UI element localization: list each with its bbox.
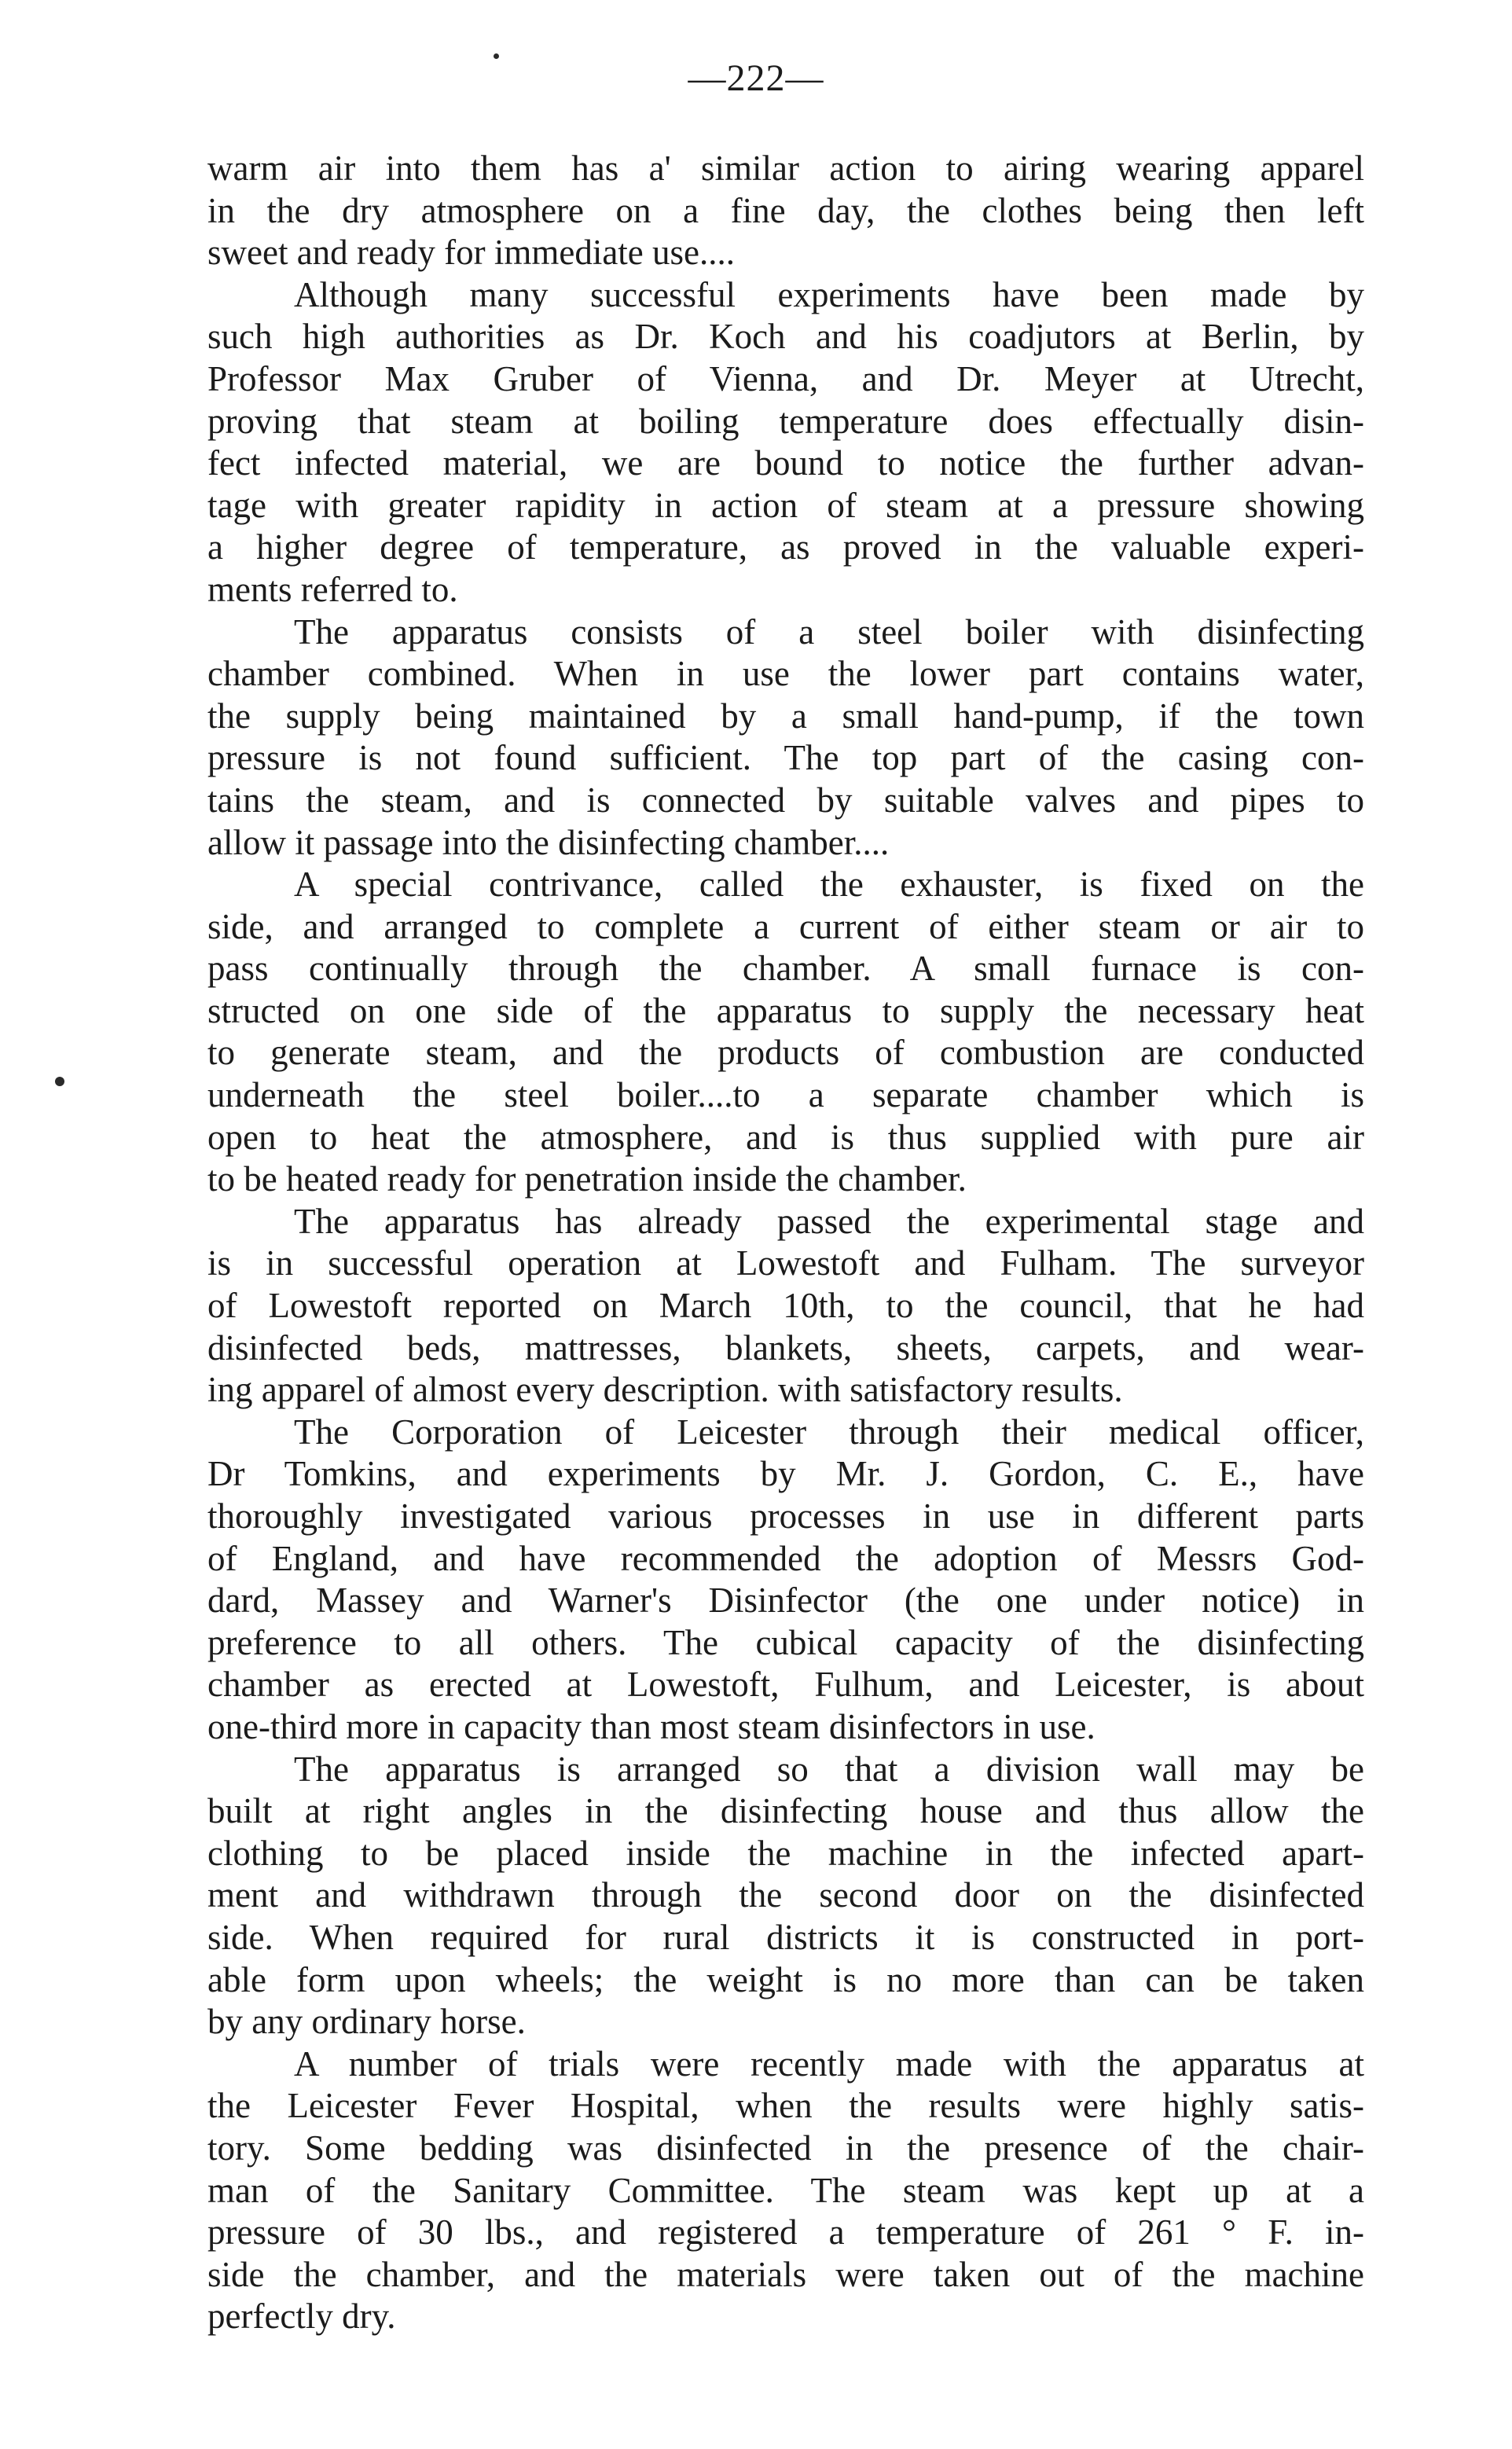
paragraph-first-line: A number of trials were recently made with the apparatus at (294, 2043, 1364, 2084)
paragraph-first-line: The apparatus has already passed the experimental stage and (294, 1201, 1364, 1241)
text-line: fect infected material, we are bound to notice the further advan- (207, 443, 1364, 483)
text-line: clothing to be placed inside the machine in the infected apart- (207, 1833, 1364, 1873)
ink-speck (55, 1077, 64, 1086)
text-line: pressure is not found sufficient. The top part of the casing con- (207, 738, 1364, 778)
text-line: tage with greater rapidity in action of steam at a pressure showing (207, 485, 1364, 525)
paragraph-first-line: The Corporation of Leicester through their medical officer, (294, 1412, 1364, 1452)
text-line: perfectly dry. (207, 2297, 396, 2337)
text-line: Professor Max Gruber of Vienna, and Dr. Meyer at Utrecht, (207, 358, 1364, 398)
text-line: sweet and ready for immediate use.... (207, 233, 736, 273)
text-line: warm air into them has a' similar action to airing wearing apparel (207, 149, 1364, 188)
text-line: to be heated ready for penetration inside the chamber. (207, 1159, 967, 1199)
text-line: disinfected beds, mattresses, blankets, sheets, carpets, and wear- (207, 1327, 1364, 1368)
text-line: the supply being maintained by a small hand-pump, if the town (207, 696, 1364, 736)
text-line: thoroughly investigated various processes in use in different parts (207, 1496, 1364, 1536)
text-line: proving that steam at boiling temperature does effectually disin- (207, 401, 1364, 441)
text-line: able form upon wheels; the weight is no more than can be taken (207, 1959, 1364, 1999)
text-line: pressure of 30 lbs., and registered a temperature of 261 ° F. in- (207, 2212, 1364, 2253)
body-text (207, 148, 1364, 2338)
text-line: is in successful operation at Lowestoft and Fulham. The surveyor (207, 1243, 1364, 1283)
text-line: ing apparel of almost every description. with satisfactory results. (207, 1370, 1123, 1410)
text-line: dard, Massey and Warner's Disinfector (the one under notice) in (207, 1581, 1364, 1621)
text-line: a higher degree of temperature, as proved in the valuable experi- (207, 527, 1364, 567)
text-line: preference to all others. The cubical capacity of the disinfecting (207, 1622, 1364, 1662)
text-line: side. When required for rural districts it is constructed in port- (207, 1917, 1364, 1957)
text-line: structed on one side of the apparatus to supply the necessary heat (207, 990, 1364, 1030)
paragraph-first-line: A special contrivance, called the exhauster, is fixed on the (294, 865, 1364, 905)
text-line: ments referred to. (207, 569, 458, 609)
text-line: one-third more in capacity than most steam disinfectors in use. (207, 1706, 1095, 1746)
page-number: —222— (688, 57, 824, 99)
paragraph-first-line: Although many successful experiments have been made by (294, 274, 1364, 314)
text-line: tains the steam, and is connected by suitable valves and pipes to (207, 780, 1364, 820)
text-line: of Lowestoft reported on March 10th, to the council, that he had (207, 1286, 1364, 1326)
text-line: chamber as erected at Lowestoft, Fulhum, and Leicester, is about (207, 1665, 1364, 1705)
text-line: pass continually through the chamber. A small furnace is con- (207, 949, 1364, 989)
text-line: Dr Tomkins, and experiments by Mr. J. Gordon, C. E., have (207, 1454, 1364, 1494)
text-line: to generate steam, and the products of combustion are conducted (207, 1033, 1364, 1073)
text-line: in the dry atmosphere on a fine day, the clothes being then left (207, 190, 1364, 230)
text-line: side the chamber, and the materials were taken out of the machine (207, 2254, 1364, 2294)
text-line: built at right angles in the disinfecting house and thus allow the (207, 1791, 1364, 1831)
text-line: open to heat the atmosphere, and is thus supplied with pure air (207, 1117, 1364, 1157)
text-line: allow it passage into the disinfecting chamber.... (207, 822, 890, 862)
paragraph-first-line: The apparatus is arranged so that a division wall may be (294, 1749, 1364, 1789)
paragraph-first-line: The apparatus consists of a steel boiler with disinfecting (294, 611, 1364, 652)
text-line: ment and withdrawn through the second door on the disinfected (207, 1875, 1364, 1915)
text-line: by any ordinary horse. (207, 2002, 526, 2042)
text-line: man of the Sanitary Committee. The steam was kept up at a (207, 2170, 1364, 2210)
text-line: the Leicester Fever Hospital, when the results were highly satis- (207, 2086, 1364, 2126)
text-line: chamber combined. When in use the lower part contains water, (207, 654, 1364, 694)
text-line: of England, and have recommended the adoption of Messrs God- (207, 1538, 1364, 1578)
text-line: such high authorities as Dr. Koch and his coadjutors at Berlin, by (207, 317, 1364, 357)
text-line: tory. Some bedding was disinfected in the presence of the chair- (207, 2128, 1364, 2168)
text-line: side, and arranged to complete a current of either steam or air to (207, 906, 1364, 946)
text-line: underneath the steel boiler....to a separate chamber which is (207, 1075, 1364, 1115)
